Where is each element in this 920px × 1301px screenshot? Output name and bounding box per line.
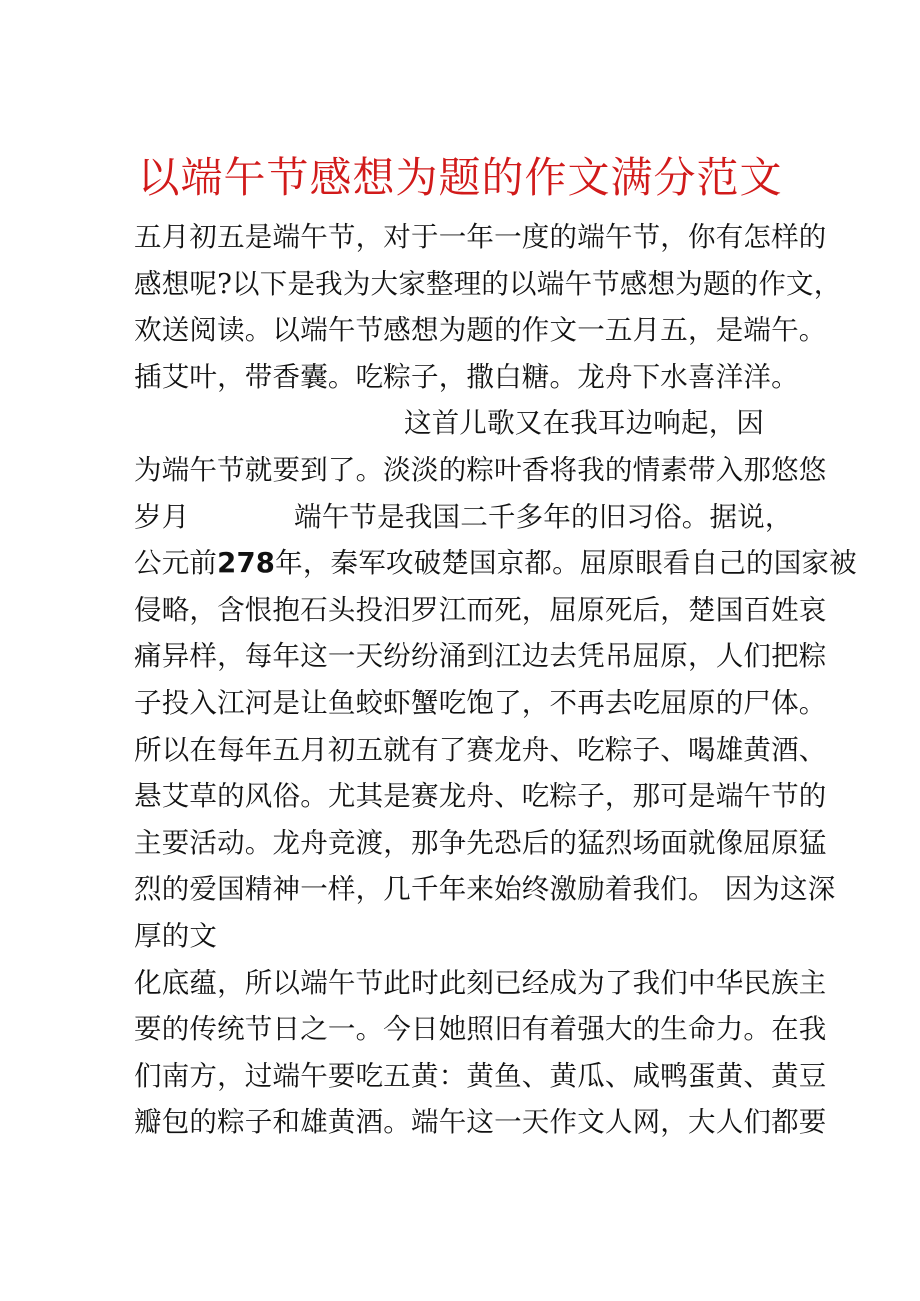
text-line-content: 厚的文 — [134, 919, 218, 952]
text-line — [134, 1053, 827, 1100]
text-line — [134, 680, 827, 727]
text-line — [134, 1006, 827, 1053]
text-line-content: 五月初五是端午节，对于一年一度的端午节，你有怎样的 — [134, 221, 827, 253]
text-line — [134, 727, 827, 774]
text-line-content: 痛异样，每年这一天纷纷涌到江边去凭吊屈原，人们把粽 — [134, 640, 827, 673]
text-line — [134, 307, 827, 354]
text-line — [134, 587, 827, 634]
year-number: 278 — [217, 547, 276, 580]
text-line — [134, 960, 827, 1007]
text-line-content: 感想呢?以下是我为大家整理的以端午节感想为题的作文， — [134, 267, 842, 300]
text-fragment: 公元前 — [134, 547, 218, 580]
text-line — [134, 913, 794, 960]
text-line-content: 欢送阅读。以端午节感想为题的作文一五月五，是端午。 — [134, 314, 827, 347]
text-fragment: 年，秦军攻破楚国京都。屈原眼看自己的国家被 — [275, 547, 857, 580]
text-line-content: 子投入江河是让鱼蛟虾蟹吃饱了，不再去吃屈原的尸体。 — [134, 686, 827, 719]
text-line-content: 悬艾草的风俗。尤其是赛龙舟、吃粽子，那可是端午节的 — [134, 780, 827, 813]
text-line — [134, 447, 827, 494]
text-line-content: 烈的爱国精神一样，几千年来始终激励着我们。 因为这深 — [134, 873, 836, 906]
text-line-content: 插艾叶，带香囊。吃粽子，撒白糖。龙舟下水喜洋洋。 — [134, 360, 799, 393]
text-line-content: 这首儿歌又在我耳边响起，因 — [404, 407, 765, 440]
text-line-content — [134, 540, 857, 587]
document-body — [134, 214, 857, 1146]
document-title: 以端午节感想为题的作文满分范文 — [137, 153, 783, 202]
text-line — [134, 773, 827, 820]
text-line-content: 化底蕴，所以端午节此时此刻已经成为了我们中华民族主 — [134, 966, 827, 999]
text-line — [134, 633, 827, 680]
text-line — [134, 214, 827, 261]
text-line-content: 侵略，含恨抱石头投汨罗江而死，屈原死后，楚国百姓哀 — [134, 593, 827, 626]
text-line-content: 瓣包的粽子和雄黄酒。端午这一天作文人网，大人们都要 — [134, 1106, 827, 1139]
text-line-content: 所以在每年五月初五就有了赛龙舟、吃粽子、喝雄黄酒、 — [134, 733, 827, 766]
text-line — [134, 1099, 827, 1146]
text-line-content: 们南方，过端午要吃五黄：黄鱼、黄瓜、咸鸭蛋黄、黄豆 — [134, 1059, 827, 1092]
text-line-content: 岁月 — [134, 500, 190, 533]
text-line-content: 主要活动。龙舟竞渡，那争先恐后的猛烈场面就像屈原猛 — [134, 826, 827, 859]
text-line — [134, 400, 794, 447]
text-line — [134, 494, 794, 541]
text-line-content: 要的传统节日之一。今日她照旧有着强大的生命力。在我 — [134, 1013, 827, 1046]
text-line — [134, 261, 842, 308]
text-line-content: 为端午节就要到了。淡淡的粽叶香将我的情素带入那悠悠 — [134, 453, 827, 486]
text-line — [134, 540, 857, 587]
text-line — [134, 820, 827, 867]
text-line — [134, 354, 799, 401]
text-line-content: 端午节是我国二千多年的旧习俗。据说， — [294, 500, 793, 533]
text-line — [134, 866, 836, 913]
